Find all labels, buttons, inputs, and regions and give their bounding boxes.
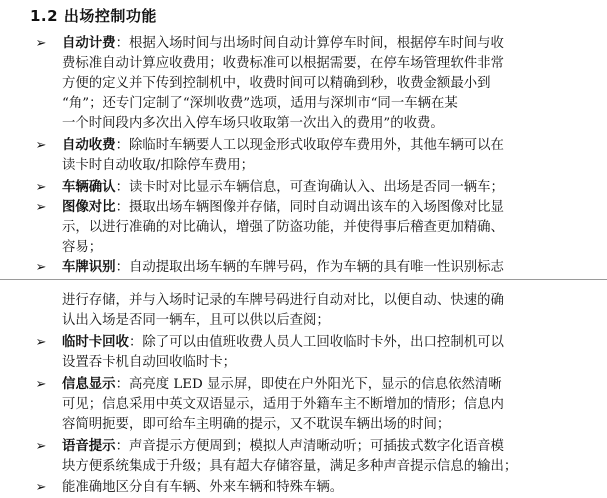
feature-term: 信息显示 <box>62 377 116 392</box>
paragraph-line <box>62 34 504 54</box>
paragraph-text: 设置吞卡机自动回收临时卡； <box>62 355 237 370</box>
page-break-line <box>0 279 607 280</box>
paragraph-text: ：声音提示方便周到；模拟人声清晰动听；可插拔式数字化语音模 <box>115 439 504 454</box>
paragraph-line <box>62 375 502 395</box>
paragraph-text: ：摄取出场车辆图像并存储，同时自动调出该车的入场图像对比显 <box>115 200 504 215</box>
paragraph-text: ：自动提取出场车辆的车牌号码，作为车辆的具有唯一性识别标志 <box>115 260 504 275</box>
paragraph-text: 认出入场是否同一辆车，且可以供以后查阅； <box>62 313 330 328</box>
section-title: 出场控制功能 <box>63 7 157 25</box>
feature-term: 语音提示 <box>62 439 116 454</box>
bullet-arrow-icon: ➢ <box>35 335 47 350</box>
paragraph-line <box>62 218 504 238</box>
bullet-arrow-icon: ➢ <box>35 138 47 153</box>
bullet-arrow-icon: ➢ <box>35 260 47 275</box>
paragraph-line <box>62 156 254 176</box>
paragraph-line <box>62 136 504 156</box>
bullet-arrow-icon: ➢ <box>35 439 47 454</box>
bullet-arrow-icon: ➢ <box>35 36 47 51</box>
section-heading <box>30 5 157 26</box>
paragraph-line <box>62 478 343 498</box>
page-break-gap <box>0 280 607 288</box>
paragraph-line <box>62 333 504 353</box>
paragraph-line <box>62 178 504 198</box>
feature-term: 车牌识别 <box>62 260 116 275</box>
paragraph-text: ：除了可以由值班收费人员人工回收临时卡外，出口控制机可以 <box>128 335 504 350</box>
paragraph-text: 块方便系统集成于升级；具有超大存储容量，满足多种声音提示信息的输出； <box>62 459 518 474</box>
paragraph-line <box>62 395 504 415</box>
paragraph-text: 读卡时自动收取/扣除停车费用； <box>62 158 254 173</box>
paragraph-text: ：高亮度 LED 显示屏，即使在户外阳光下，显示的信息依然清晰 <box>115 377 502 392</box>
paragraph-text: 方便的定义并下传到控制机中，收费时间可以精确到秒，收费金额最小到 <box>62 76 491 91</box>
paragraph-line <box>62 291 504 311</box>
paragraph-line <box>62 74 491 94</box>
paragraph-line <box>62 353 236 373</box>
paragraph-text: ：除临时车辆要人工以现金形式收取停车费用外，其他车辆可以在 <box>115 138 504 153</box>
bullet-arrow-icon: ➢ <box>35 180 47 195</box>
paragraph-line <box>62 198 504 218</box>
paragraph-line <box>62 457 517 477</box>
bullet-arrow-icon: ➢ <box>35 200 47 215</box>
feature-term: 自动收费 <box>62 138 116 153</box>
paragraph-line <box>62 54 504 74</box>
paragraph-line <box>62 94 458 114</box>
paragraph-text: ：根据入场时间与出场时间自动计算停车时间，根据停车时间与收 <box>115 36 504 51</box>
paragraph-text: 进行存储，并与入场时记录的车牌号码进行自动对比，以便自动、快速的确 <box>62 293 504 308</box>
paragraph-line <box>62 311 330 331</box>
paragraph-line <box>62 114 444 134</box>
paragraph-line <box>62 258 504 278</box>
paragraph-text: 一个时间段内多次出入停车场只收取第一次出入的费用”的收费。 <box>62 116 444 131</box>
paragraph-text: 示，以进行准确的对比确认，增强了防盗功能，并使得事后稽查更加精确、 <box>62 220 504 235</box>
feature-term: 车辆确认 <box>62 180 116 195</box>
paragraph-text: ：读卡时对比显示车辆信息，可查询确认入、出场是否同一辆车； <box>115 180 504 195</box>
paragraph-text: 容简明扼要，即可给车主明确的提示，又不耽误车辆出场的时间； <box>62 417 451 432</box>
paragraph-text: 能准确地区分自有车辆、外来车辆和特殊车辆。 <box>62 480 344 495</box>
section-number: 1.2 <box>30 7 59 25</box>
paragraph-text: “角”；还专门定制了“深圳收费”选项，适用与深圳市“同一车辆在某 <box>62 96 458 111</box>
feature-term: 临时卡回收 <box>62 335 129 350</box>
bullet-arrow-icon: ➢ <box>35 377 47 392</box>
feature-term: 自动计费 <box>62 36 116 51</box>
paragraph-line <box>62 437 504 457</box>
paragraph-line <box>62 415 450 435</box>
paragraph-line <box>62 238 102 258</box>
paragraph-text: 可见；信息采用中英文双语显示，适用于外籍车主不断增加的情形；信息内 <box>62 397 504 412</box>
feature-term: 图像对比 <box>62 200 116 215</box>
bullet-arrow-icon: ➢ <box>35 480 47 495</box>
paragraph-text: 费标准自动计算应收费用；收费标准可以根据需要，在停车场管理软件非常 <box>62 56 504 71</box>
paragraph-text: 容易； <box>62 240 103 255</box>
